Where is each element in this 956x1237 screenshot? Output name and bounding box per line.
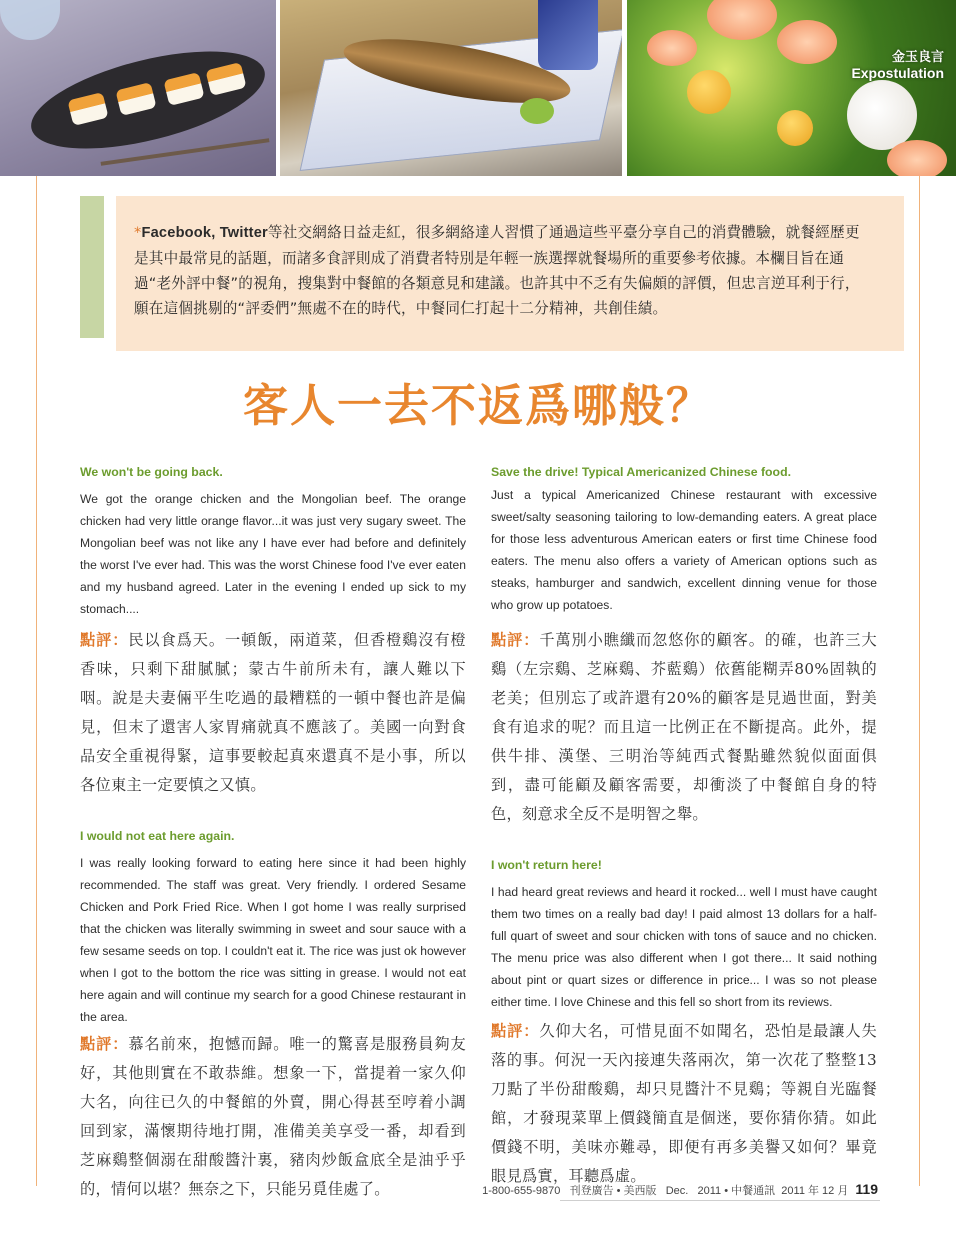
- review-title: We won't be going back.: [80, 465, 223, 479]
- review-title: I won't return here!: [491, 858, 602, 872]
- review-body: We got the orange chicken and the Mongolian beef. The orange chicken had very little orange flavor...it was just very sugary sweet. The Mongolian beef was not like any I have ever had before and definitely the worst I've ever had. This was the worst Chinese food I've ever eaten and my husband agreed. Later in the evening I ended up sick to my stomach....: [80, 492, 466, 616]
- review-3: [491, 462, 877, 829]
- article-headline: 客人一去不返爲哪般？: [242, 379, 713, 432]
- footer-year: 2011: [697, 1185, 722, 1197]
- footer-month: Dec.: [665, 1185, 689, 1197]
- page-footer: [482, 1181, 878, 1198]
- review-comment: [80, 1030, 466, 1204]
- page-number: 119: [855, 1181, 878, 1197]
- comment-text: 民以食爲天。一頓飯，兩道菜，但香橙鷄沒有橙香味，只剩下甜膩膩；蒙古牛前所未有，讓人難以下咽。說是夫妻倆平生吃過的最糟糕的一頓中餐也許是偏見，但末了還害人家胃痛就真不應該了。美國一向對食品安全重視得緊，這事要較起真來還真不是小事，所以各位東主一定要慎之又慎。: [80, 631, 466, 794]
- intro-box: [116, 196, 904, 351]
- column-title-en: Expostulation: [851, 65, 944, 81]
- footer-publication: 刊登廣告 • 美西版: [569, 1185, 657, 1197]
- comment-label: 點評：: [491, 1022, 540, 1040]
- review-2: [80, 826, 466, 1204]
- footer-date-zh: 2011 年 12 月: [781, 1185, 849, 1197]
- comment-label: 點評：: [491, 631, 540, 649]
- right-column: [491, 462, 877, 1191]
- intro-accent-bar: [80, 196, 104, 338]
- comment-text: 千萬別小瞧纖而忽悠你的顧客。的確，也許三大鷄（左宗鷄、芝麻鷄、芥藍鷄）依舊能糊弄80%固執的老美；但別忘了或許還有20%的顧客是見過世面，對美食有追求的呢？而且這一比例正在不斷提高。此外，提供牛排、漢堡、三明治等純西式餐點雖然貌似面面俱到，盡可能顧及顧客需要，却衝淡了中餐館自身的特色，刻意求全反不是明智之舉。: [491, 631, 877, 823]
- salad-photo: [627, 0, 956, 176]
- review-comment: [491, 1017, 877, 1191]
- grilled-fish-photo: [280, 0, 622, 176]
- intro-brand: Facebook, Twitter: [141, 225, 268, 241]
- sushi-photo: [0, 0, 276, 176]
- intro-body: 等社交網絡日益走紅，很多網絡達人習慣了通過這些平臺分享自己的消費體驗，就餐經歷更是其中最常見的話題，而諸多食評則成了消費者特別是年輕一族選擇就餐場所的重要參考依據。本欄目旨在通過“老外評中餐”的視角，搜集對中餐館的各類意見和建議。也許其中不乏有失偏頗的評價，但忠言逆耳利于行，願在這個挑剔的“評委們”無處不在的時代，中餐同仁打起十二分精神，共創佳績。: [134, 224, 860, 317]
- review-comment: [491, 626, 877, 829]
- intro-star: *: [134, 224, 142, 241]
- review-title: I would not eat here again.: [80, 829, 235, 843]
- comment-text: 慕名前來，抱憾而歸。唯一的驚喜是服務員夠友好，其他則實在不敢恭維。想象一下，當提着一家久仰大名，向往已久的中餐館的外賣，開心得甚至哼着小調回到家，滿懷期待地打開，准備美美享受一番，却看到芝麻鷄整個溺在甜酸醬汁裏，豬肉炒飯盒底全是油乎乎的，情何以堪？無奈之下，只能另覓佳處了。: [80, 1035, 466, 1198]
- left-column: [80, 462, 466, 1204]
- review-body: I had heard great reviews and heard it rocked... well I must have caught them two times on a really bad day! I paid almost 13 dollars for a half-full quart of sweet and sour chicken with tons of sauce and no chicken. The menu price was also different when I got there... It said nothing about pint or quart sizes or difference in price... I was so not please either time. I love Chinese and this fell so short from its reviews.: [491, 885, 877, 1009]
- comment-label: 點評：: [80, 1035, 129, 1053]
- comment-label: 點評：: [80, 631, 129, 649]
- left-page-rule: [36, 176, 37, 1186]
- column-title: [851, 49, 944, 81]
- right-page-rule: [919, 176, 920, 1186]
- comment-text: 久仰大名，可惜見面不如聞名，恐怕是最讓人失落的事。何況一天內接連失落兩次，第一次花了整整13刀點了半份甜酸鷄，却只見醬汁不見鷄；等親自光臨餐館，才發現菜單上價錢簡直是個迷，要你猜你猜。如此價錢不明，美味亦難尋，即便有再多美譽又如何？畢竟眼見爲實，耳聽爲虛。: [491, 1022, 877, 1185]
- footer-rule: [560, 1200, 880, 1201]
- column-title-zh: 金玉良言: [891, 49, 944, 64]
- review-body: I was really looking forward to eating here since it had been highly recommended. The staff was great. Very friendly. I ordered Sesame Chicken and Pork Fried Rice. When I got home I was really surprised that the chicken was literally swimming in sweet and sour sauce with a few sesame seeds on top. I couldn't eat it. The rice was just ok however when I got to the bottom the rice was sitting in grease. I would not eat here again and will continue my search for a good Chinese restaurant in the area.: [80, 856, 466, 1024]
- review-1: [80, 462, 466, 800]
- footer-phone: 1-800-655-9870: [482, 1185, 561, 1197]
- header-photo-strip: [0, 0, 956, 176]
- footer-magazine: • 中餐通訊: [724, 1185, 776, 1197]
- review-body: Just a typical Americanized Chinese restaurant with excessive sweet/salty seasoning tailoring to low-demanding eaters. A great place for those less adventurous American eaters or first time Chinese food eaters. The menu also offers a variety of American options such as steaks, hamburger and sandwich, excellent dinning venue for those who grow up potatoes.: [491, 488, 877, 612]
- review-title: Save the drive! Typical Americanized Chinese food.: [491, 465, 791, 479]
- review-comment: [80, 626, 466, 800]
- intro-text: [134, 220, 872, 321]
- review-4: [491, 855, 877, 1191]
